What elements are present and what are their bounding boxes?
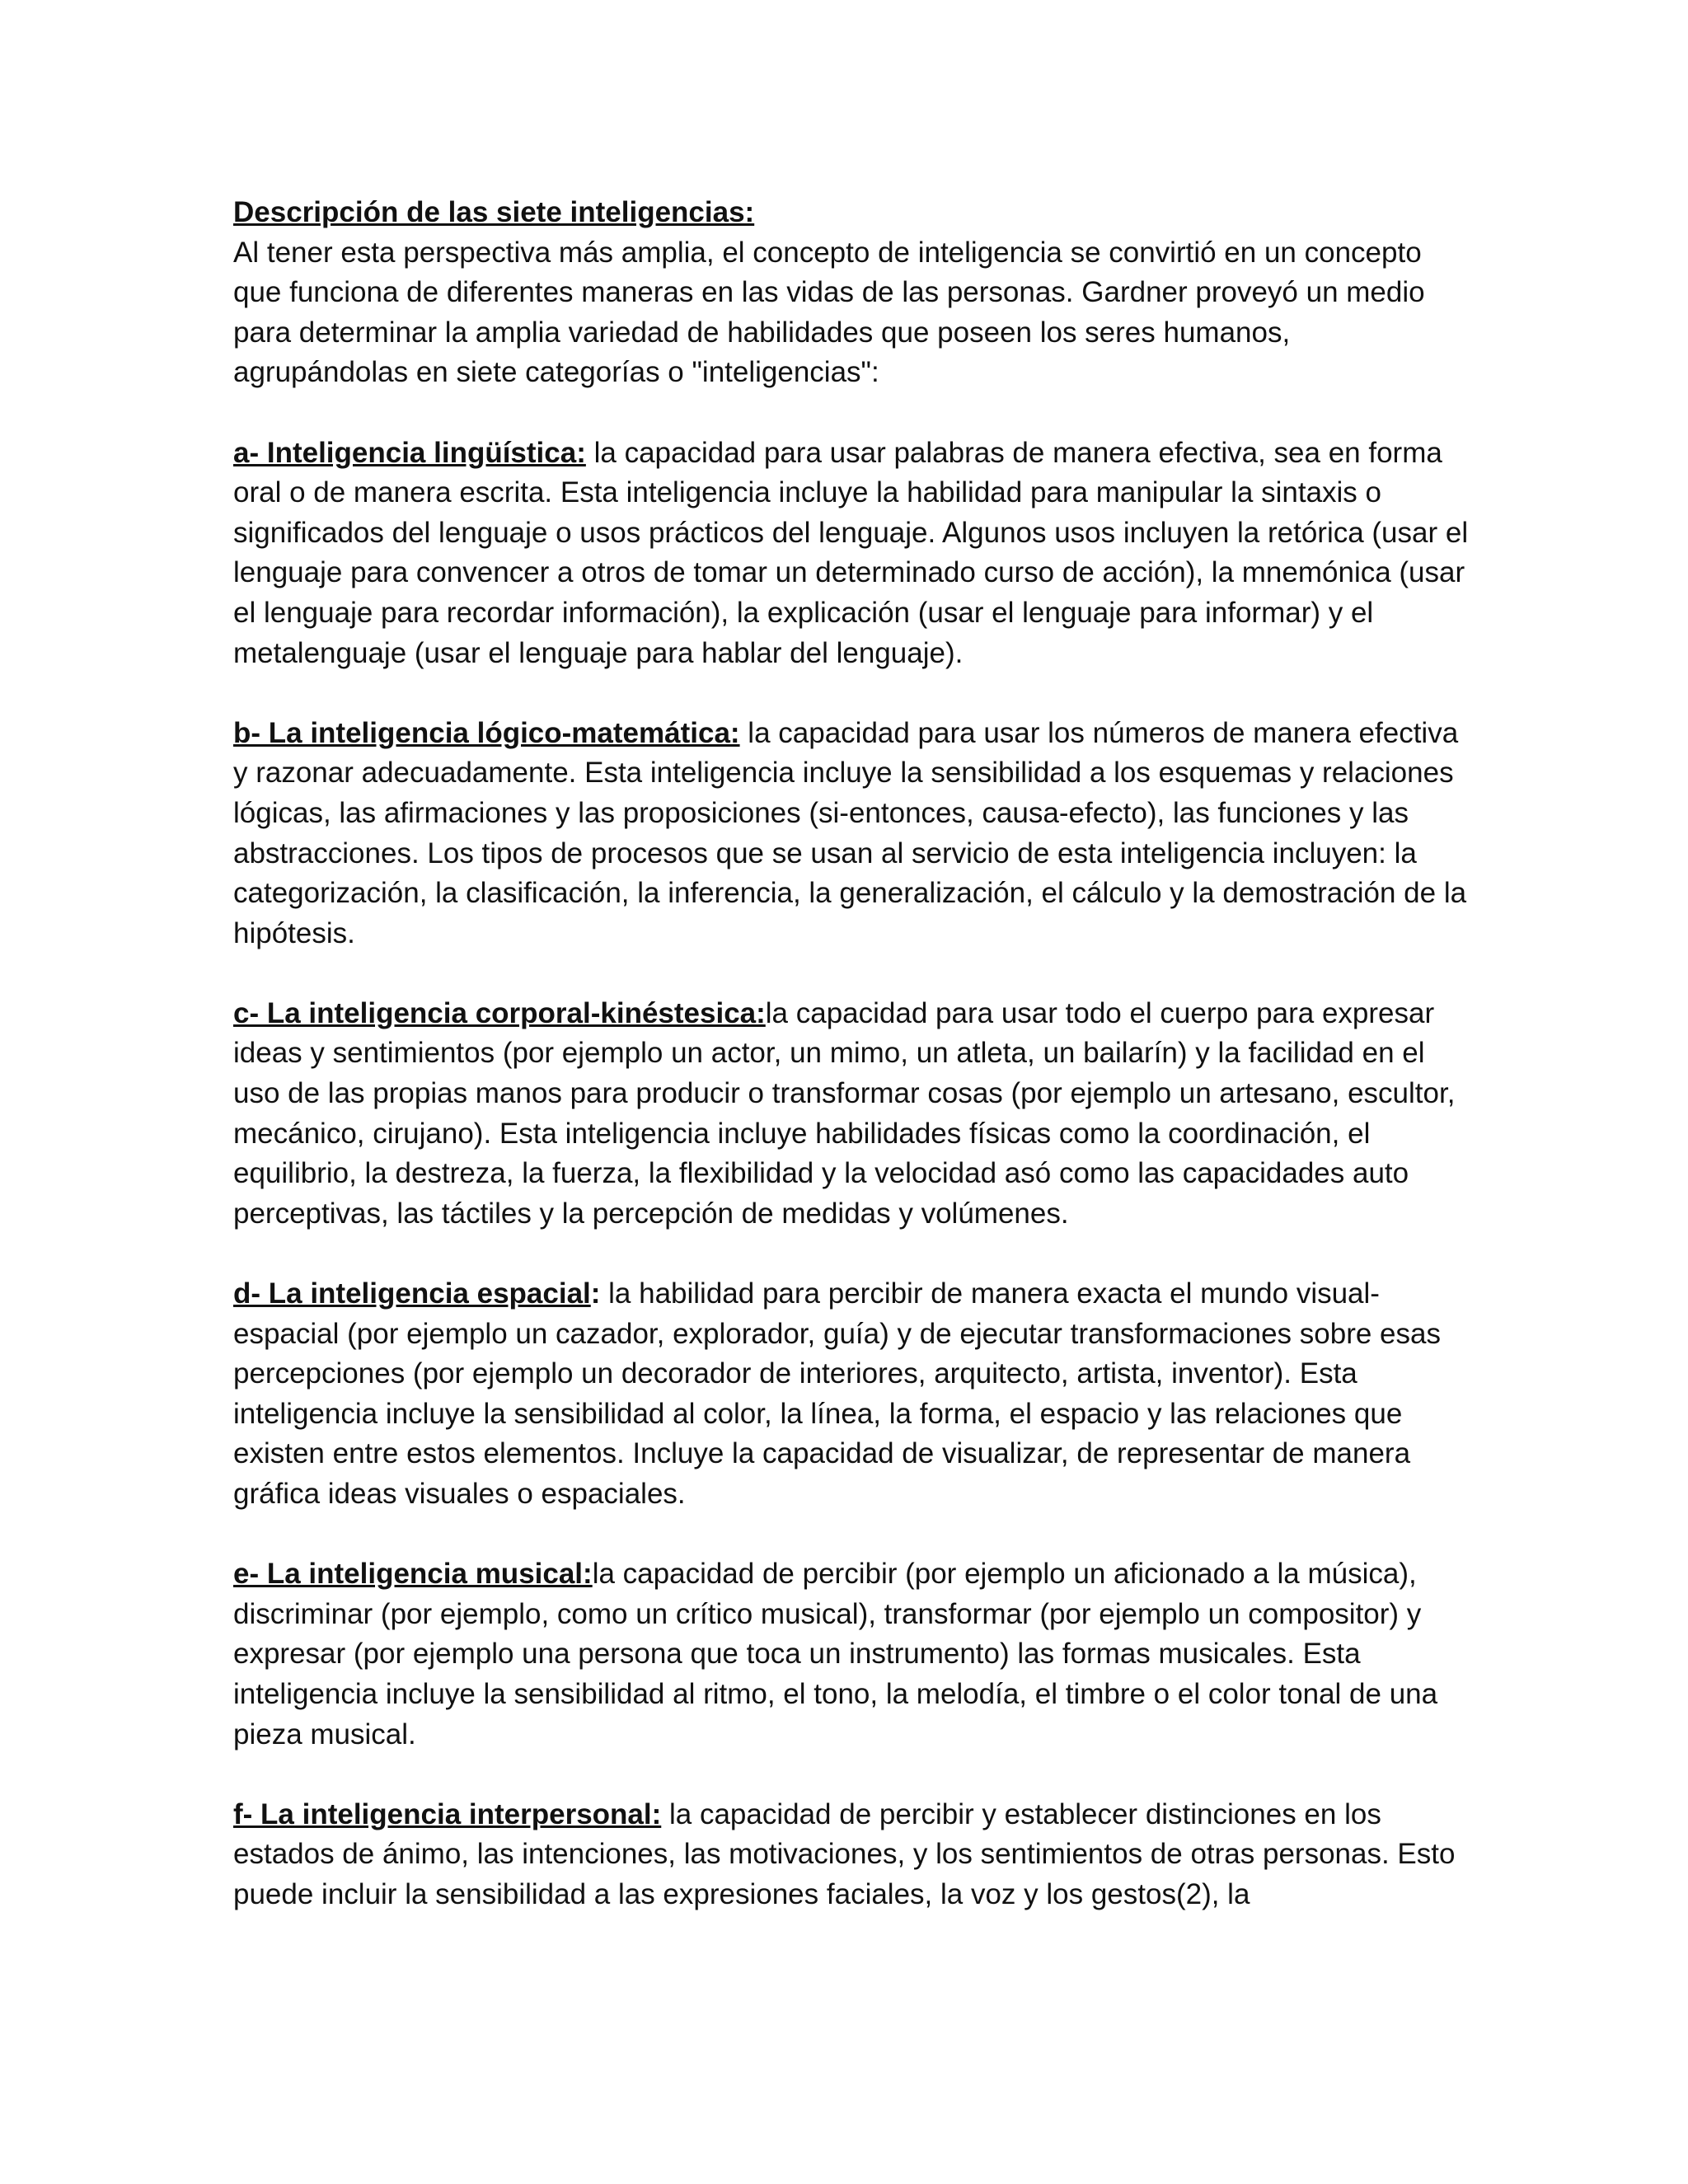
section-text: la habilidad para percibir de manera exacta el mundo visual-espacial (por ejemplo un cazador, explorador, guía) y de ejecutar transformaciones sobre esas percepciones (por ejemplo un decorador de interiores, arquitecto, artista, inventor). Esta inteligencia incluye la sensibilidad al color, la línea, la forma, el espacio y las relaciones que existen entre estos elementos. Incluye la capacidad de visualizar, de representar de manera gráfica ideas visuales o espaciales. [233,1277,1441,1510]
section-linguistic [233,434,1470,674]
section-term: c- La inteligencia corporal-kinéstesica: [233,996,766,1029]
section-term: f- La inteligencia interpersonal: [233,1797,662,1830]
section-bodily-kinesthetic [233,994,1470,1235]
section-term-colon: : [590,1277,601,1310]
section-text: la capacidad de percibir y establecer distinciones en los estados de ánimo, las intenciones, las motivaciones, y los sentimientos de otras personas. Esto puede incluir la sensibilidad a las expresiones faciales, la voz y los gestos(2), la [233,1797,1456,1910]
section-logical-mathematical [233,714,1470,954]
section-text: la capacidad para usar los números de manera efectiva y razonar adecuadamente. Esta inteligencia incluye la sensibilidad a los esquemas y relaciones lógicas, las afirmaciones y las proposiciones (si-entonces, causa-efecto), las funciones y las abstracciones. Los tipos de procesos que se usan al servicio de esta inteligencia incluyen: la categorización, la clasificación, la inferencia, la generalización, el cálculo y la demostración de la hipótesis. [233,716,1467,949]
section-spatial [233,1274,1470,1515]
section-term: e- La inteligencia musical: [233,1558,593,1591]
document-title: Descripción de las siete inteligencias: [233,196,755,228]
section-term: d- La inteligencia espacial [233,1277,591,1310]
section-musical [233,1554,1470,1755]
intro-paragraph: Al tener esta perspectiva más amplia, el concepto de inteligencia se convirtió en un concepto que funciona de diferentes maneras en las vidas de las personas. Gardner proveyó un medio para determinar la amplia variedad de habilidades que poseen los seres humanos, agrupándolas en siete categorías o "inteligencias": [233,236,1425,389]
document-body [233,193,1470,1915]
section-text: la capacidad para usar palabras de manera efectiva, sea en forma oral o de manera escrita. Esta inteligencia incluye la habilidad para manipular la sintaxis o significados del lenguaje o usos prácticos del lenguaje. Algunos usos incluyen la retórica (usar el lenguaje para convencer a otros de tomar un determinado curso de acción), la mnemónica (usar el lenguaje para recordar información), la explicación (usar el lenguaje para informar) y el metalenguaje (usar el lenguaje para hablar del lenguaje). [233,436,1469,669]
section-term: a- Inteligencia lingüística: [233,436,586,469]
section-text: la capacidad para usar todo el cuerpo para expresar ideas y sentimientos (por ejemplo un actor, un mimo, un atleta, un bailarín) y la facilidad en el uso de las propias manos para producir o transformar cosas (por ejemplo un artesano, escultor, mecánico, cirujano). Esta inteligencia incluye habilidades físicas como la coordinación, el equilibrio, la destreza, la fuerza, la flexibilidad y la velocidad asó como las capacidades auto perceptivas, las táctiles y la percepción de medidas y volúmenes. [233,996,1456,1230]
section-interpersonal [233,1795,1470,1915]
section-text: la capacidad de percibir (por ejemplo un aficionado a la música), discriminar (por ejemplo, como un crítico musical), transformar (por ejemplo un compositor) y expresar (por ejemplo una persona que toca un instrumento) las formas musicales. Esta inteligencia incluye la sensibilidad al ritmo, el tono, la melodía, el timbre o el color tonal de una pieza musical. [233,1558,1438,1750]
section-term: b- La inteligencia lógico-matemática: [233,716,740,749]
